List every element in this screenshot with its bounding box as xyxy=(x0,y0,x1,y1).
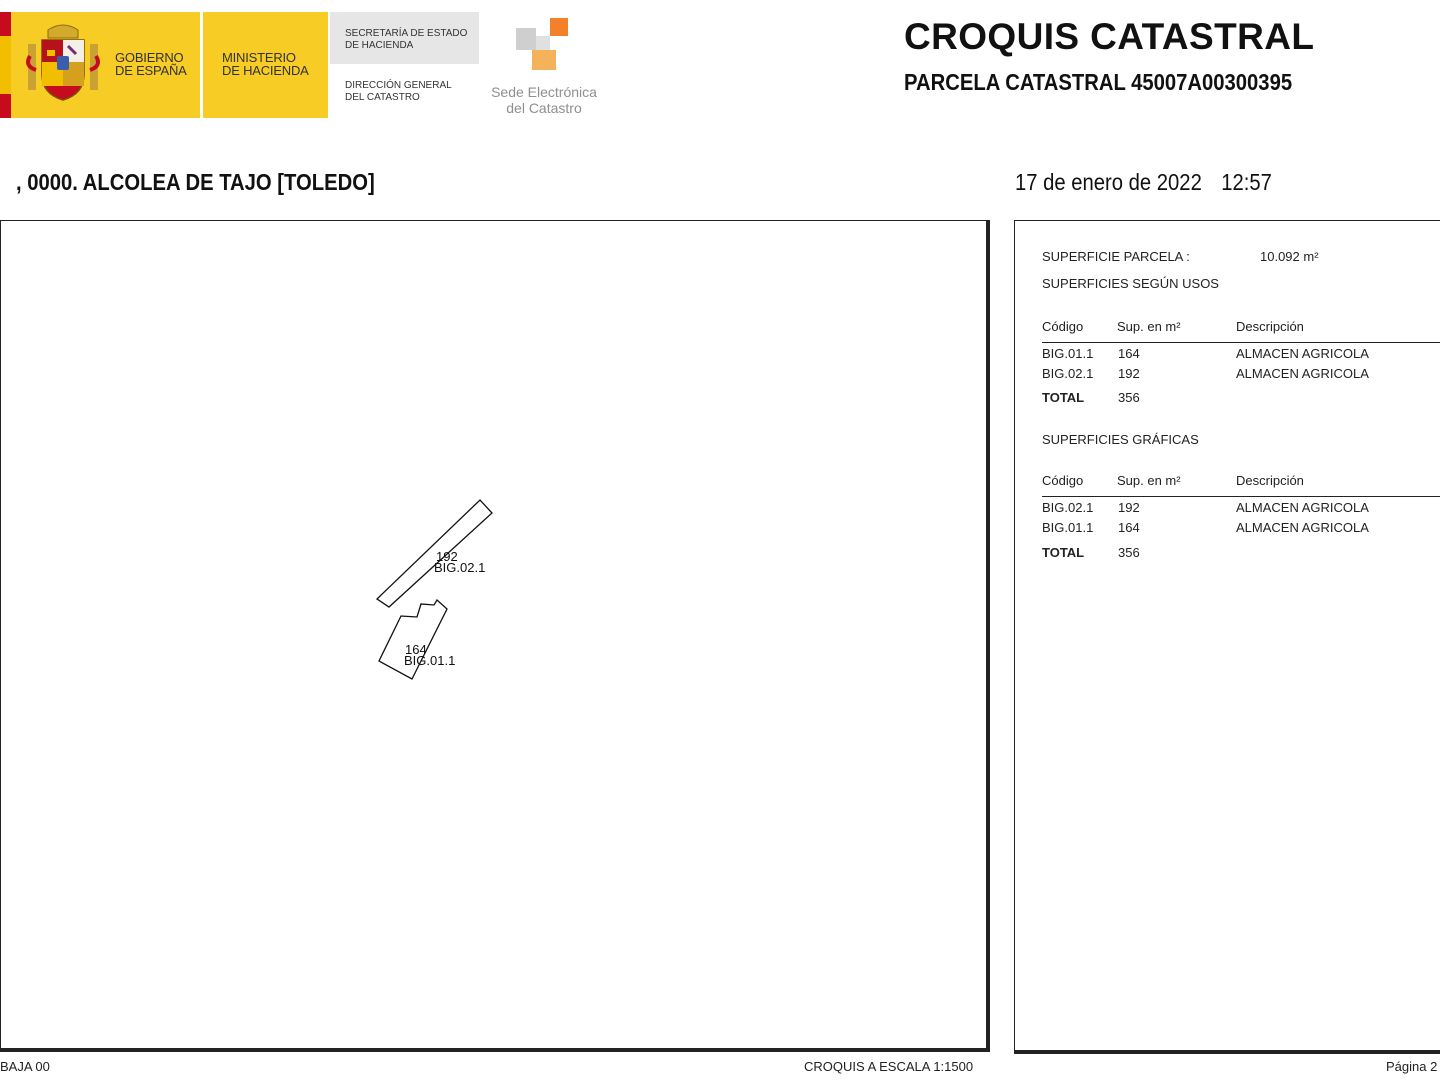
uses-col-description: Descripción xyxy=(1236,319,1304,334)
secretary-name xyxy=(345,28,467,52)
parcel-reference: PARCELA CATASTRAL 45007A00300395 xyxy=(904,69,1293,95)
graphic-row-2-description: ALMACEN AGRICOLA xyxy=(1236,520,1369,535)
parcel-area-value: 10.092 m² xyxy=(1260,249,1319,264)
uses-row-1-area: 164 xyxy=(1118,346,1140,361)
ministry-line-1: MINISTERIO xyxy=(222,50,296,65)
government-name xyxy=(115,51,187,77)
secretary-line-2: DE HACIENDA xyxy=(345,40,414,51)
building-outline-big-02-1 xyxy=(377,500,492,607)
uses-col-code: Código xyxy=(1042,319,1084,334)
graphic-section-title: SUPERFICIES GRÁFICAS xyxy=(1042,432,1199,447)
sede-electronica-logo-icon xyxy=(508,14,574,74)
uses-header-rule xyxy=(1042,342,1440,343)
document-title: CROQUIS CATASTRAL xyxy=(904,16,1315,57)
sede-line-1: Sede Electrónica xyxy=(491,84,597,100)
graphic-row-1-description: ALMACEN AGRICOLA xyxy=(1236,500,1369,515)
graphic-header-rule xyxy=(1042,496,1440,497)
directorate-line-2: DEL CATASTRO xyxy=(345,92,420,103)
uses-section-title: SUPERFICIES SEGÚN USOS xyxy=(1042,276,1219,291)
issue-datetime xyxy=(1015,169,1272,196)
floor-label: BAJA 00 xyxy=(0,1059,50,1074)
ministry-name xyxy=(222,51,309,77)
graphic-total-value: 356 xyxy=(1118,545,1140,560)
parcel-area-label: SUPERFICIE PARCELA : xyxy=(1042,249,1190,264)
coat-of-arms-icon xyxy=(24,22,102,104)
building-code-label-big-02-1: BIG.02.1 xyxy=(434,560,486,575)
cadastral-map xyxy=(0,220,990,1052)
sede-electronica-name xyxy=(480,84,608,116)
uses-row-2-description: ALMACEN AGRICOLA xyxy=(1236,366,1369,381)
graphic-row-1-area: 192 xyxy=(1118,500,1140,515)
government-line-2: DE ESPAÑA xyxy=(115,63,187,78)
graphic-col-description: Descripción xyxy=(1236,473,1304,488)
graphic-col-code: Código xyxy=(1042,473,1084,488)
uses-row-1-code: BIG.01.1 xyxy=(1042,346,1094,361)
graphic-col-area: Sup. en m² xyxy=(1117,473,1181,488)
graphic-total-label: TOTAL xyxy=(1042,545,1085,560)
graphic-row-2-area: 164 xyxy=(1118,520,1140,535)
ministry-line-2: DE HACIENDA xyxy=(222,63,309,78)
building-area-label-big-02-1: 192 xyxy=(436,549,458,564)
scale-label: CROQUIS A ESCALA 1:1500 xyxy=(804,1059,974,1074)
sede-line-2: del Catastro xyxy=(506,100,582,116)
logo-divider xyxy=(200,12,203,118)
directorate-name xyxy=(345,80,452,104)
building-code-label-big-01-1: BIG.01.1 xyxy=(404,653,456,668)
graphic-row-1-code: BIG.02.1 xyxy=(1042,500,1094,515)
page-number: Página 2 xyxy=(1386,1059,1438,1074)
graphic-row-2-code: BIG.01.1 xyxy=(1042,520,1094,535)
spain-flag-strip xyxy=(0,12,11,118)
uses-row-2-code: BIG.02.1 xyxy=(1042,366,1094,381)
uses-total-value: 356 xyxy=(1118,390,1140,405)
parcel-address: , 0000. ALCOLEA DE TAJO [TOLEDO] xyxy=(16,169,375,195)
issue-date: 17 de enero de 2022 xyxy=(1015,169,1202,195)
issue-time: 12:57 xyxy=(1221,169,1272,195)
directorate-line-1: DIRECCIÓN GENERAL xyxy=(345,80,452,91)
uses-row-2-area: 192 xyxy=(1118,366,1140,381)
building-area-label-big-01-1: 164 xyxy=(405,642,427,657)
uses-row-1-description: ALMACEN AGRICOLA xyxy=(1236,346,1369,361)
uses-col-area: Sup. en m² xyxy=(1117,319,1181,334)
government-line-1: GOBIERNO xyxy=(115,50,184,65)
uses-total-label: TOTAL xyxy=(1042,390,1085,405)
secretary-line-1: SECRETARÍA DE ESTADO xyxy=(345,28,468,39)
